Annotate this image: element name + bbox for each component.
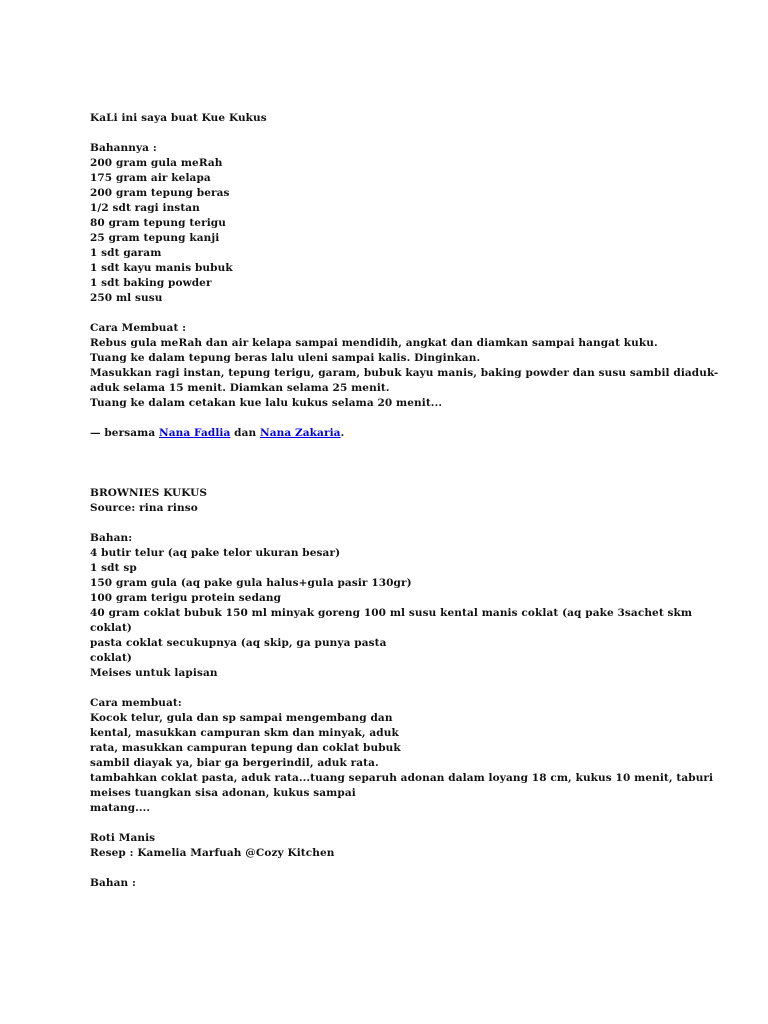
tagged-with-line <box>90 426 750 441</box>
document-body <box>90 111 750 891</box>
ingredient-line: 40 gram coklat bubuk 150 ml minyak goreng 100 ml susu kental manis coklat (aq pake 3sachet skm <box>90 607 693 619</box>
method-line: aduk selama 15 menit. Diamkan selama 25 menit. <box>90 382 390 394</box>
recipe-source: Source: rina rinso <box>90 502 198 514</box>
ingredient-line: 1 sdt sp <box>90 562 137 574</box>
recipe-brownies-kukus <box>90 486 750 816</box>
ingredients-heading: Bahannya : <box>90 142 157 154</box>
recipe-roti-manis <box>90 831 750 891</box>
tag-connector: dan <box>230 427 260 439</box>
ingredient-line: pasta coklat secukupnya (aq skip, ga punya pasta <box>90 637 387 649</box>
method-heading: Cara membuat: <box>90 697 182 709</box>
spacer <box>90 306 750 321</box>
ingredient-line: 1 sdt kayu manis bubuk <box>90 262 233 274</box>
method-line: tambahkan coklat pasta, aduk rata...tuang separuh adonan dalam loyang 18 cm, kukus 10 menit, taburi <box>90 772 714 784</box>
ingredient-line: 1/2 sdt ragi instan <box>90 202 200 214</box>
tag-prefix: — bersama <box>90 427 159 439</box>
method-line: meises tuangkan sisa adonan, kukus sampai <box>90 787 356 799</box>
section-gap <box>90 441 750 486</box>
spacer <box>90 861 750 876</box>
ingredient-line: 80 gram tepung terigu <box>90 217 226 229</box>
ingredient-line: 150 gram gula (aq pake gula halus+gula pasir 130gr) <box>90 577 412 589</box>
method-line: sambil diayak ya, biar ga bergerindil, aduk rata. <box>90 757 379 769</box>
spacer <box>90 126 750 141</box>
ingredient-line: 200 gram gula meRah <box>90 157 223 169</box>
method-line: Masukkan ragi instan, tepung terigu, garam, bubuk kayu manis, baking powder dan susu sambil diaduk- <box>90 367 719 379</box>
ingredients-heading: Bahan : <box>90 877 136 889</box>
ingredient-line: 250 ml susu <box>90 292 163 304</box>
ingredient-line: Meises untuk lapisan <box>90 667 218 679</box>
recipe-kue-kukus <box>90 111 750 441</box>
ingredient-line: coklat) <box>90 652 132 664</box>
recipe-intro: KaLi ini saya buat Kue Kukus <box>90 112 267 124</box>
method-line: matang.... <box>90 802 151 814</box>
tag-link-nana-zakaria[interactable]: Nana Zakaria <box>260 427 341 439</box>
method-line: Kocok telur, gula dan sp sampai mengembang dan <box>90 712 393 724</box>
method-heading: Cara Membuat : <box>90 322 187 334</box>
spacer <box>90 411 750 426</box>
method-line: rata, masukkan campuran tepung dan coklat bubuk <box>90 742 401 754</box>
spacer <box>90 816 750 831</box>
method-line: kental, masukkan campuran skm dan minyak, aduk <box>90 727 399 739</box>
ingredient-line: coklat) <box>90 622 132 634</box>
ingredient-line: 1 sdt garam <box>90 247 162 259</box>
ingredients-heading: Bahan: <box>90 532 133 544</box>
ingredient-line: 175 gram air kelapa <box>90 172 211 184</box>
tag-suffix: . <box>340 427 345 439</box>
recipe-source: Resep : Kamelia Marfuah @Cozy Kitchen <box>90 847 335 859</box>
ingredient-line: 4 butir telur (aq pake telor ukuran besar) <box>90 547 341 559</box>
ingredient-line: 100 gram terigu protein sedang <box>90 592 282 604</box>
ingredient-line: 25 gram tepung kanji <box>90 232 220 244</box>
method-line: Rebus gula meRah dan air kelapa sampai mendidih, angkat dan diamkan sampai hangat kuku. <box>90 337 658 349</box>
ingredient-line: 1 sdt baking powder <box>90 277 212 289</box>
method-line: Tuang ke dalam cetakan kue lalu kukus selama 20 menit... <box>90 397 443 409</box>
recipe-title: BROWNIES KUKUS <box>90 487 208 499</box>
spacer <box>90 516 750 531</box>
tag-link-nana-fadlia[interactable]: Nana Fadlia <box>159 427 231 439</box>
ingredient-line: 200 gram tepung beras <box>90 187 230 199</box>
recipe-title: Roti Manis <box>90 832 156 844</box>
method-line: Tuang ke dalam tepung beras lalu uleni sampai kalis. Dinginkan. <box>90 352 481 364</box>
spacer <box>90 681 750 696</box>
